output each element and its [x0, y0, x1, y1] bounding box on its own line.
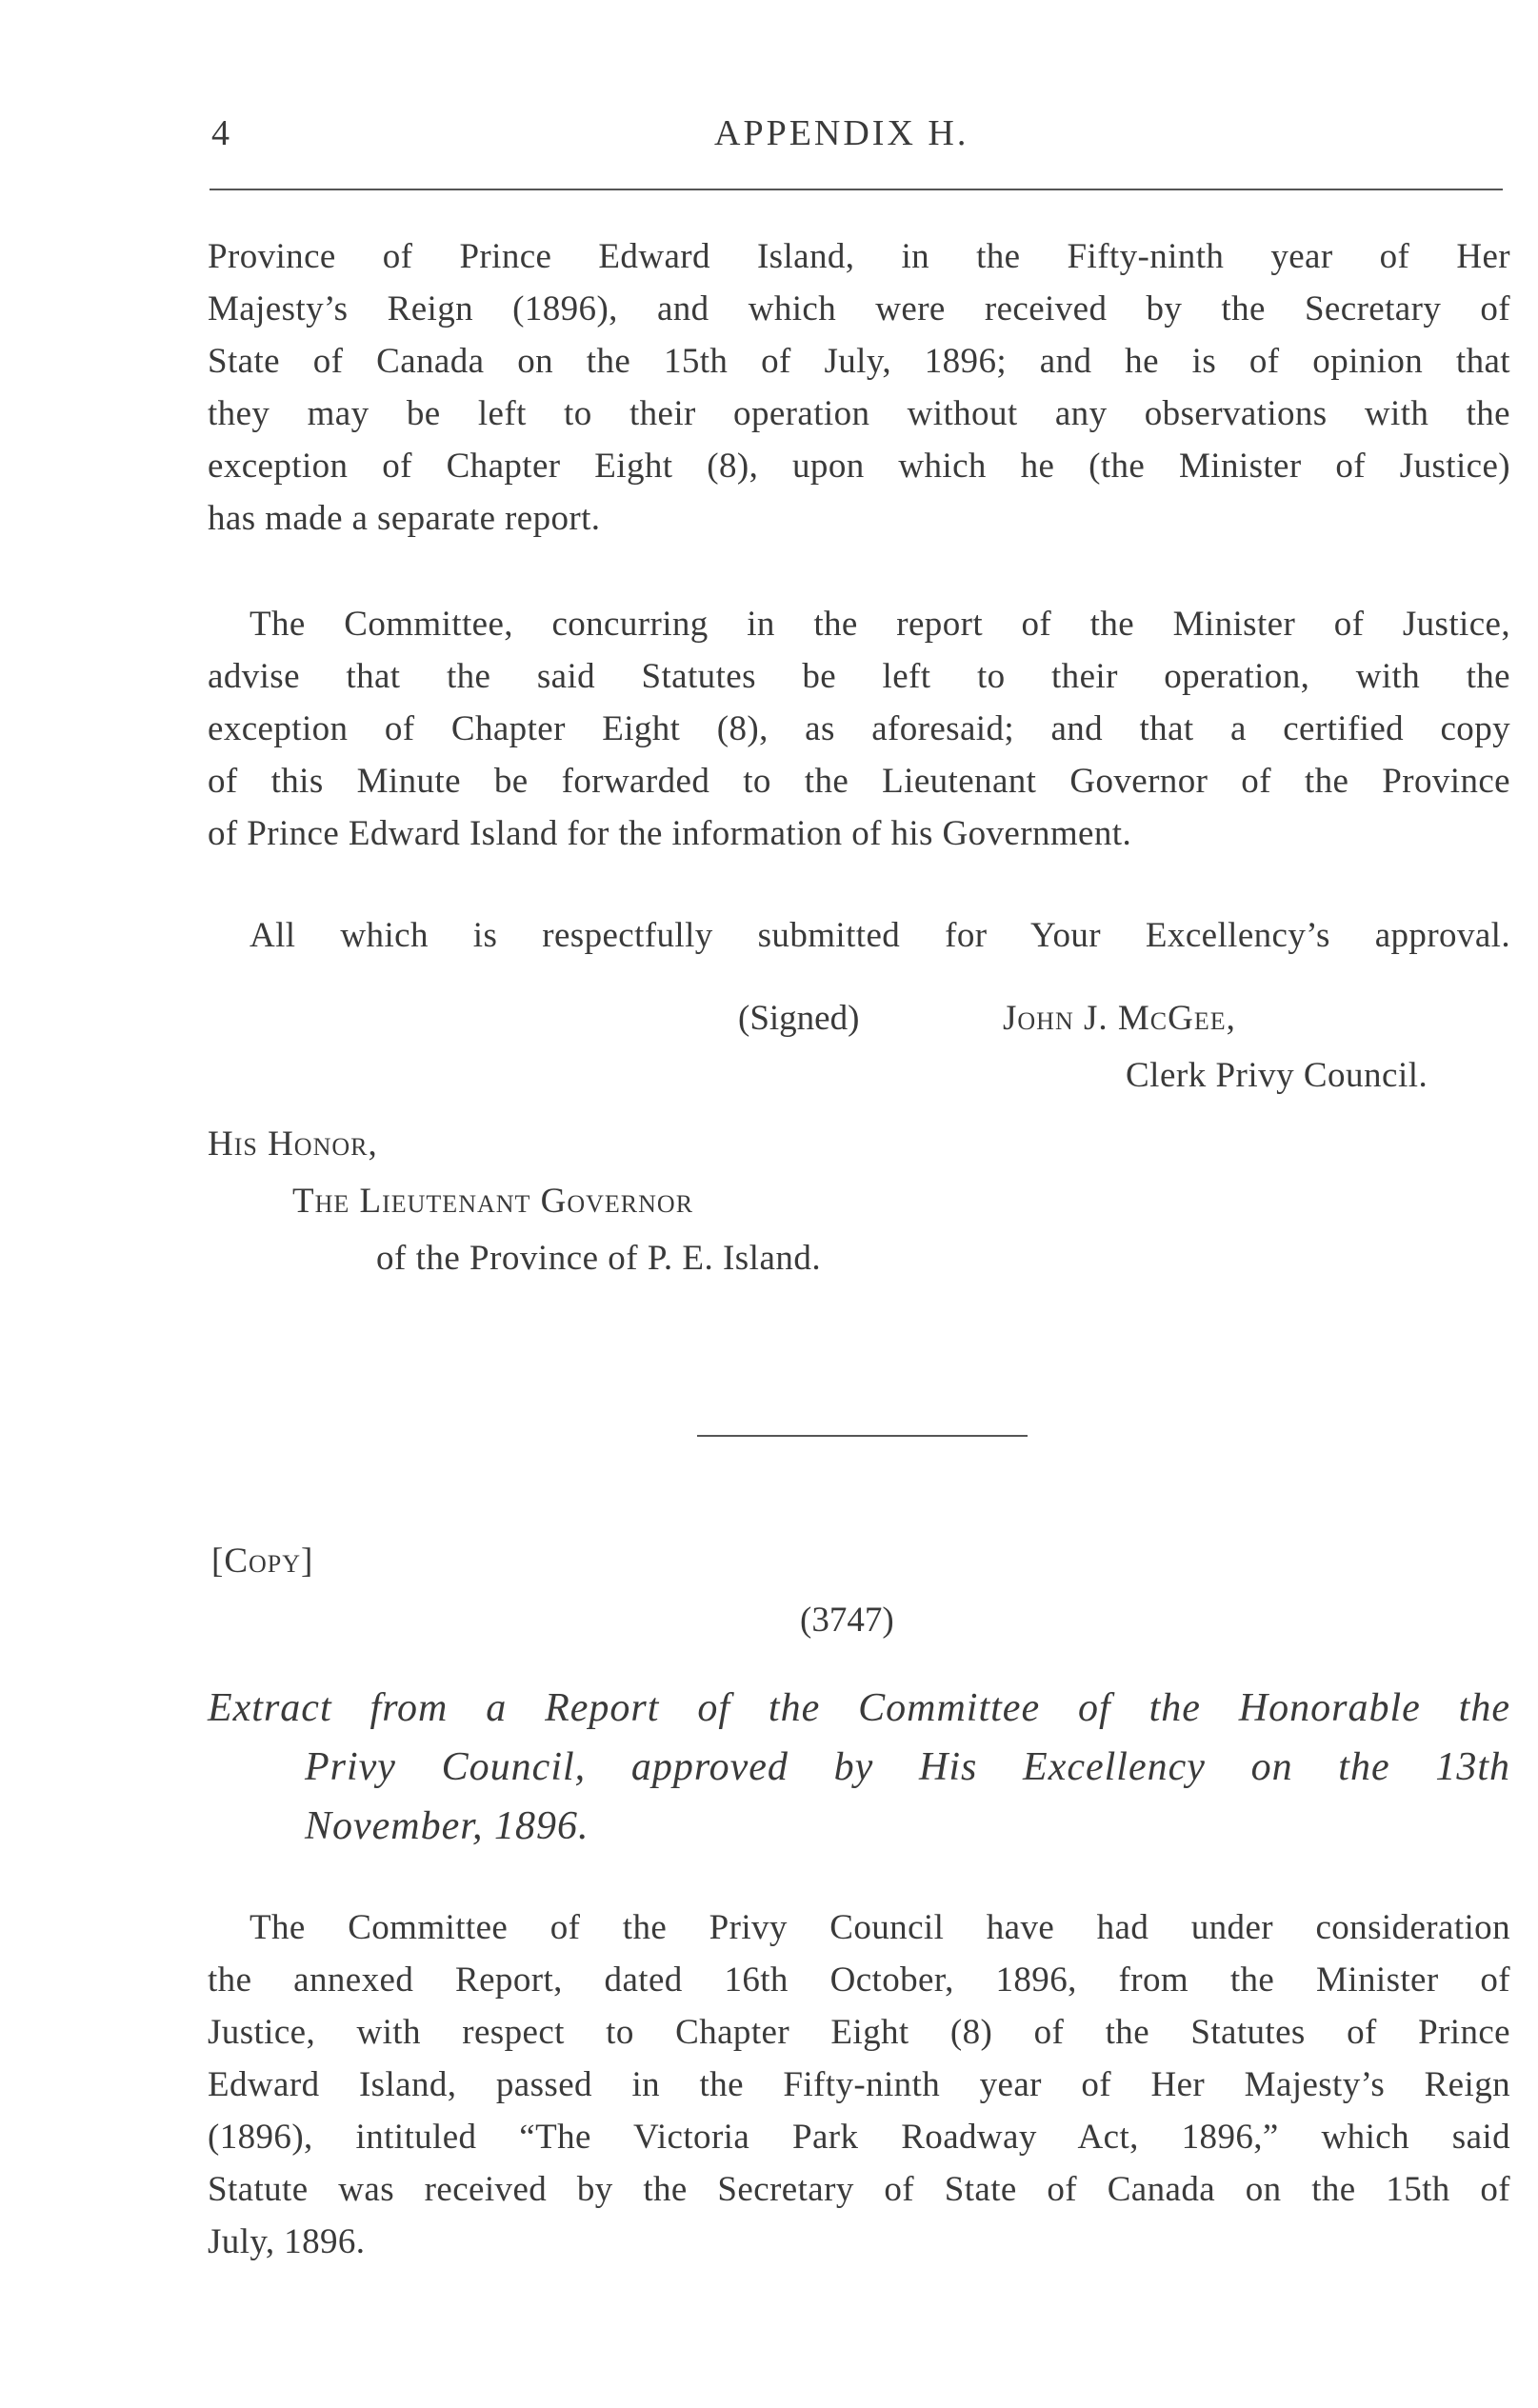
page-number: 4 — [211, 113, 230, 153]
text-line: the annexed Report, dated 16th October, 1896, from the Minister of — [208, 1960, 1510, 2000]
text-line: All which is respectfully submitted for Your Excellency’s approval. — [250, 916, 1510, 955]
paragraph-submission — [208, 909, 1510, 962]
text-line: exception of Chapter Eight (8), upon which he (the Minister of Justice) — [208, 447, 1510, 486]
text-line: Justice, with respect to Chapter Eight (8) of the Statutes of Prince — [208, 2013, 1510, 2052]
extract-heading-line-3: November, 1896. — [305, 1804, 589, 1848]
text-line: Statute was received by the Secretary of State of Canada on the 15th of — [208, 2170, 1510, 2209]
header-rule — [210, 189, 1503, 190]
minute-number: (3747) — [800, 1601, 894, 1640]
text-line: The Committee, concurring in the report of the Minister of Justice, — [250, 605, 1510, 644]
text-line: State of Canada on the 15th of July, 1896; and he is of opinion that — [208, 342, 1510, 381]
text-line: they may be left to their operation without any observations with the — [208, 394, 1510, 433]
section-divider — [697, 1435, 1028, 1437]
signatory-name: John J. McGee, — [1003, 999, 1236, 1038]
text-line: The Committee of the Privy Council have had under consideration — [250, 1908, 1510, 1947]
paragraph-consideration — [208, 1901, 1510, 2268]
extract-heading-line-1: Extract from a Report of the Committee of the Honorable the — [208, 1686, 1510, 1730]
text-line: has made a separate report. — [208, 499, 601, 538]
text-line: July, 1896. — [208, 2222, 366, 2261]
extract-heading-line-2: Privy Council, approved by His Excellency on the 13th — [305, 1745, 1510, 1789]
text-line: Province of Prince Edward Island, in the Fifty-ninth year of Her — [208, 237, 1510, 276]
text-line: of this Minute be forwarded to the Lieutenant Governor of the Province — [208, 762, 1510, 801]
signed-label: (Signed) — [738, 999, 860, 1038]
text-line: advise that the said Statutes be left to their operation, with the — [208, 657, 1510, 696]
address-line-3: of the Province of P. E. Island. — [376, 1239, 822, 1278]
text-line: Edward Island, passed in the Fifty-ninth year of Her Majesty’s Reign — [208, 2065, 1510, 2104]
paragraph-committee-advice — [208, 598, 1510, 860]
signatory-title: Clerk Privy Council. — [1126, 1056, 1428, 1095]
text-line: (1896), intituled “The Victoria Park Roadway Act, 1896,” which said — [208, 2118, 1510, 2157]
address-line-1: His Honor, — [208, 1124, 378, 1164]
text-line: of Prince Edward Island for the information of his Government. — [208, 814, 1132, 853]
paragraph-continuation — [208, 230, 1510, 545]
text-line: exception of Chapter Eight (8), as aforesaid; and that a certified copy — [208, 709, 1510, 748]
address-line-2: The Lieutenant Governor — [292, 1182, 694, 1221]
copy-label: [Copy] — [211, 1542, 314, 1581]
text-line: Majesty’s Reign (1896), and which were received by the Secretary of — [208, 289, 1510, 328]
running-title: APPENDIX H. — [714, 113, 969, 153]
